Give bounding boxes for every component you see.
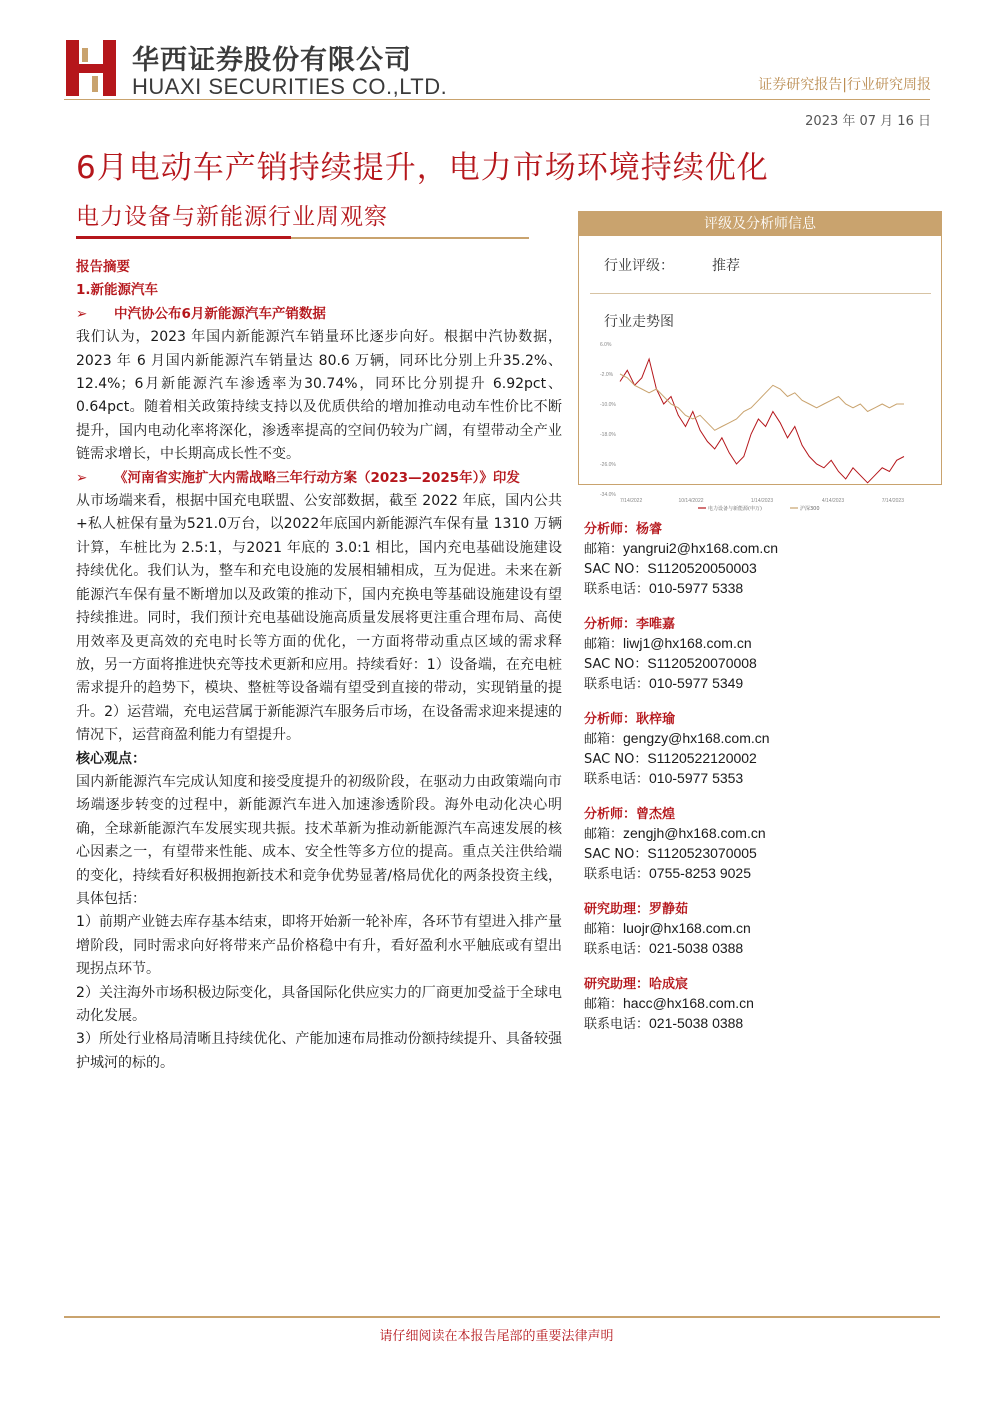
contact-label: SAC NO：: [584, 752, 648, 767]
y-tick-label: -26.0%: [600, 462, 616, 468]
y-tick-label: -18.0%: [600, 432, 616, 438]
analyst-name: 研究助理：哈成宸: [584, 977, 689, 992]
rating-panel-header: 评级及分析师信息: [579, 212, 941, 236]
contact-value: zengjh@hx168.com.cn: [623, 825, 766, 841]
contact-value: luojr@hx168.com.cn: [623, 920, 751, 936]
analyst-name: 分析师：李唯嘉: [584, 617, 676, 632]
contact-label: 邮箱：: [584, 637, 624, 652]
y-tick-label: -10.0%: [600, 402, 616, 408]
contact-label: 联系电话：: [584, 582, 650, 597]
company-name-cn: 华西证券股份有限公司: [132, 45, 412, 76]
contact-label: SAC NO：: [584, 562, 648, 577]
legend-label: 电力设备与新能源(申万): [708, 506, 762, 512]
contact-value: 010-5977 5349: [649, 675, 744, 691]
contact-value: 021-5038 0388: [649, 940, 744, 956]
paragraph: 国内新能源汽车完成认知度和接受度提升的初级阶段，在驱动力由政策端向市场端逐步转变的过程中，新能源汽车进入加速渗透阶段。海外电动化决心明确，全球新能源汽车发展实现共振。技术革新为推动新能源汽车高速发展的核心因素之一，有望带来性能、成本、安全性等多方位的提高。重点关注供给端的变化，持续看好积极拥抱新技术和竞争优势显著/格局优化的两条投资主线，具体包括：: [76, 773, 562, 907]
contact-value: liwj1@hx168.com.cn: [623, 635, 752, 651]
analyst-contact: [584, 994, 924, 1014]
contact-label: 邮箱：: [584, 997, 624, 1012]
bullet-heading: [76, 467, 562, 490]
analyst-contact: [584, 939, 924, 959]
contact-value: S1120523070005: [647, 845, 757, 861]
legal-notice: 请仔细阅读在本报告尾部的重要法律声明: [379, 1329, 614, 1344]
bullet-heading-text: 《河南省实施扩大内需战略三年行动方案（2023—2025年）》印发: [114, 469, 520, 486]
analyst-contact: [584, 579, 924, 599]
analyst-contact: [584, 919, 924, 939]
trend-chart: [598, 338, 912, 516]
summary-label: 报告摘要: [76, 259, 130, 275]
arrow-bullet-icon: ➢: [76, 305, 88, 322]
contact-label: SAC NO：: [584, 657, 648, 672]
analyst-contact: [584, 769, 924, 789]
x-tick-label: 4/14/2023: [821, 498, 845, 504]
contact-value: 021-5038 0388: [649, 1015, 744, 1031]
rating-label: 行业评级：: [604, 258, 674, 274]
company-name-en: HUAXI SECURITIES CO.,LTD.: [132, 74, 448, 99]
arrow-bullet-icon: ➢: [76, 469, 88, 486]
analyst-name: 分析师：耿梓瑜: [584, 712, 676, 727]
contact-label: 联系电话：: [584, 772, 650, 787]
contact-value: 010-5977 5338: [649, 580, 744, 596]
legend-label: 沪深300: [800, 506, 820, 512]
analyst-contact: [584, 824, 924, 844]
analyst-contact: [584, 539, 924, 559]
header-divider: [64, 99, 930, 100]
list-item: 1）前期产业链去库存基本结束，即将开始新一轮补库，各环节有望进入排产量增阶段，同时需求向好将带来产品价格稳中有升，看好盈利水平触底或有望出现拐点环节。: [76, 914, 562, 978]
trend-label: 行业走势图: [604, 314, 674, 330]
contact-value: 010-5977 5353: [649, 770, 744, 786]
analyst-name: 分析师：曾杰煌: [584, 807, 676, 822]
x-tick-label: 1/14/2023: [750, 498, 774, 504]
contact-label: 邮箱：: [584, 542, 624, 557]
analyst-contact: [584, 559, 924, 579]
analyst-contact: [584, 1014, 924, 1034]
contact-value: S1120520050003: [647, 560, 757, 576]
bullet-heading: [76, 303, 562, 326]
series-line-0: [620, 359, 904, 483]
analyst-card: [584, 975, 924, 1034]
analyst-card: [584, 710, 924, 789]
page-subtitle: 电力设备与新能源行业周观察: [76, 204, 388, 230]
contact-label: 邮箱：: [584, 732, 624, 747]
core-view-label: 核心观点：: [76, 750, 146, 767]
contact-value: hacc@hx168.com.cn: [623, 995, 754, 1011]
y-tick-label: -34.0%: [600, 492, 616, 498]
analyst-contact: [584, 634, 924, 654]
x-tick-label: 10/14/2022: [678, 498, 704, 504]
bullet-heading-text: 中汽协公布6月新能源汽车产销数据: [114, 305, 326, 322]
report-date: 2023 年 07 月 16 日: [805, 114, 931, 129]
list-item: 3）所处行业格局清晰且持续优化、产能加速布局推动份额持续提升、具备较强护城河的标的。: [76, 1031, 562, 1071]
summary-column: [76, 256, 562, 1075]
analyst-contact: [584, 844, 924, 864]
x-tick-label: 7/14/2022: [620, 498, 643, 504]
analyst-card: [584, 805, 924, 884]
contact-label: 联系电话：: [584, 677, 650, 692]
contact-value: S1120522120002: [647, 750, 757, 766]
analyst-contact: [584, 729, 924, 749]
list-item: 2）关注海外市场积极边际变化，具备国际化供应实力的厂商更加受益于全球电动化发展。: [76, 984, 562, 1024]
subtitle-underline: [76, 236, 291, 239]
y-tick-label: 6.0%: [600, 342, 612, 348]
rating-value: 推荐: [712, 258, 740, 274]
analyst-contact: [584, 674, 924, 694]
x-tick-label: 7/14/2023: [881, 498, 904, 504]
contact-value: S1120520070008: [647, 655, 757, 671]
y-tick-label: -2.0%: [600, 372, 614, 378]
analyst-card: [584, 615, 924, 694]
contact-label: 邮箱：: [584, 922, 624, 937]
subtitle-underline-gold: [291, 237, 529, 239]
analyst-contact: [584, 654, 924, 674]
contact-label: SAC NO：: [584, 847, 648, 862]
contact-label: 邮箱：: [584, 827, 624, 842]
contact-label: 联系电话：: [584, 867, 650, 882]
trend-chart-svg: [598, 338, 912, 516]
contact-label: 联系电话：: [584, 942, 650, 957]
paragraph: 从市场端来看，根据中国充电联盟、公安部数据，截至 2022 年底，国内公共+私人桩保有量为521.0万台，以2022年底国内新能源汽车保有量 1310 万辆计算，车桩比为 2.5:1，与2021 年底的 3.0:1 相比，国内充电基础设施建设持续优化。我们认为，整车和充电设施的发展相辅相成，互为促进。未来在新能源汽车保有量不断增加以及政策的推动下，国内充换电等基础设施建设有望持续推进。同时，我们预计充电基础设施高质量发展将更注重合理布局、高使用效率及更高效的充电时长等方面的优化，一方面将带动重点区域的需求释放，另一方面将推进快充等技术更新和应用。持续看好：1）设备端，在充电桩需求提升的趋势下，模块、整桩等设备端有望受到直接的带动，实现销量的提升。2）运营端，充电运营属于新能源汽车服务后市场，在设备需求迎来提速的情况下，运营商盈利能力有望提升。: [76, 493, 562, 744]
analyst-card: [584, 900, 924, 959]
section-heading: 1.新能源汽车: [76, 282, 159, 299]
analyst-list: [584, 520, 924, 1050]
analyst-name: 分析师：杨睿: [584, 522, 663, 537]
analyst-name: 研究助理：罗静茹: [584, 902, 689, 917]
report-type: 证券研究报告|行业研究周报: [758, 77, 931, 93]
contact-value: yangrui2@hx168.com.cn: [623, 540, 779, 556]
company-logo: [64, 36, 120, 100]
footer-divider: [64, 1316, 940, 1318]
analyst-contact: [584, 749, 924, 769]
page-title: 6月电动车产销持续提升，电力市场环境持续优化: [76, 150, 769, 186]
contact-label: 联系电话：: [584, 1017, 650, 1032]
paragraph: 我们认为，2023 年国内新能源汽车销量环比逐步向好。根据中汽协数据，2023 年 6 月国内新能源汽车销量达 80.6 万辆，同环比分别上升35.2%、12.4%；6月新能源汽车渗透率为30.74%，同环比分别提升 6.92pct、0.64pct。随着相关政策持续支持以及优质供给的增加推动电动车性价比不断提升，国内电动化率将深化，渗透率提高的空间仍较为广阔，有望带动全产业链需求增长，中长期高成长性不变。: [76, 329, 562, 463]
contact-value: gengzy@hx168.com.cn: [623, 730, 770, 746]
panel-divider: [590, 293, 931, 294]
analyst-card: [584, 520, 924, 599]
analyst-contact: [584, 864, 924, 884]
contact-value: 0755-8253 9025: [649, 865, 752, 881]
